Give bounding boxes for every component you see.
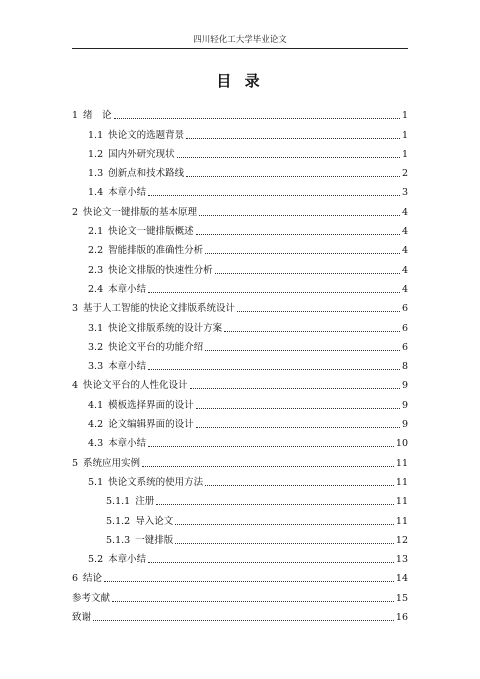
toc-entry[interactable] [72,142,408,161]
toc-entry[interactable] [72,470,408,489]
toc-leader-dots [175,543,394,544]
toc-entry[interactable] [72,180,408,199]
toc-entry-text: 快论文的选题背景 [108,129,185,141]
toc-leader-dots [224,331,400,332]
toc-page-number: 1 [401,148,408,160]
toc-leader-dots [112,601,394,602]
toc-entry-number: 3.3 [88,361,104,373]
toc-entry[interactable] [72,528,408,547]
toc-entry-number: 4.3 [88,438,104,450]
toc-entry-label [88,323,222,335]
toc-page-number: 10 [395,438,408,450]
toc-leader-dots [186,176,400,177]
toc-entry[interactable] [72,277,408,296]
toc-entry-label [72,573,102,585]
toc-entry[interactable] [72,547,408,566]
toc-entry-label [88,245,203,257]
toc-entry-label [72,612,91,624]
toc-entry-text: 本章小结 [108,438,147,450]
toc-entry-text: 创新点和技术路线 [108,168,185,180]
toc-entry-label [106,516,173,528]
toc-entry-number: 1.2 [88,148,104,160]
toc-page-number: 1 [401,110,408,122]
toc-entry-text: 论文编辑界面的设计 [108,419,194,431]
toc-entry-text: 导入论文 [135,515,174,527]
toc-entry-text: 本章小结 [108,283,147,295]
toc-entry-label [88,419,194,431]
toc-entry-number: 5.1.3 [106,534,131,546]
toc-entry-number: 3.2 [88,341,104,353]
toc-entry-text: 基于人工智能的快论文排版系统设计 [83,303,236,315]
toc-entry-text: 本章小结 [108,187,147,199]
toc-entry[interactable] [72,354,408,373]
toc-entry[interactable] [72,296,408,315]
toc-leader-dots [148,369,400,370]
toc-entry[interactable] [72,161,408,180]
toc-page-number: 4 [401,283,408,295]
toc-leader-dots [186,138,400,139]
toc-entry-label [72,380,188,392]
toc-entry-label [106,496,154,508]
toc-entry-number: 5.1.1 [106,496,131,508]
toc-page-number: 9 [401,419,408,431]
toc-entry-number: 3 [72,303,79,315]
toc-entry-text: 智能排版的准确性分析 [108,245,204,257]
toc-entry-text: 系统应用实例 [83,457,141,469]
toc-page-number: 4 [401,206,408,218]
toc-entry-text: 快论文排版的快速性分析 [108,264,213,276]
toc-entry-number: 4.2 [88,419,104,431]
toc-entry-label [88,284,146,296]
toc-page-number: 4 [401,245,408,257]
toc-page-number: 6 [401,322,408,334]
toc-page-number: 6 [401,341,408,353]
toc-entry[interactable] [72,103,408,122]
toc-leader-dots [237,311,400,312]
toc-entry[interactable] [72,238,408,257]
toc-entry-text: 绪 论 [83,110,112,122]
toc-page-number: 11 [395,496,408,508]
toc-leader-dots [215,273,400,274]
toc-entry-label [106,535,173,547]
toc-leader-dots [175,524,394,525]
toc-entry[interactable] [72,508,408,527]
toc-entry-label [88,361,146,373]
toc-entry-number: 5 [72,457,79,469]
toc-entry-label [72,110,112,122]
toc-page-number: 4 [401,226,408,238]
toc-entry[interactable] [72,431,408,450]
toc-entry-text: 快论文一键排版概述 [108,226,194,238]
toc-entry-number: 2 [72,206,79,218]
toc-entry-number: 1.3 [88,168,104,180]
toc-entry-text: 参考文献 [72,592,111,604]
toc-leader-dots [196,234,400,235]
toc-leader-dots [199,215,400,216]
toc-entry-text: 快论文一键排版的基本原理 [83,206,198,218]
page-header: 四川轻化工大学毕业论文 [193,35,287,45]
toc-entry-label [72,593,110,605]
toc-entry-number: 1.4 [88,187,104,199]
header-divider [72,48,408,49]
toc-entry[interactable] [72,373,408,392]
toc-page-number: 15 [395,592,408,604]
toc-entry-text: 致谢 [72,612,92,624]
toc-entry-text: 结论 [83,573,103,585]
toc-leader-dots [148,562,394,563]
toc-page-number: 16 [395,612,408,624]
toc-entry-text: 快论文平台的人性化设计 [83,380,188,392]
toc-entry-number: 2.2 [88,245,104,257]
toc-leader-dots [205,485,394,486]
toc-entry-number: 1.1 [88,129,104,141]
toc-entry-text: 快论文平台的功能介绍 [108,341,204,353]
toc-entry-number: 5.1 [88,476,104,488]
toc-entry-number: 2.3 [88,264,104,276]
toc-page-number: 8 [401,361,408,373]
toc-leader-dots [177,157,400,158]
toc-entry-number: 1 [72,110,79,122]
toc-entry-number: 3.1 [88,322,104,334]
toc-entry-label [88,226,194,238]
toc-entry-label [88,342,203,354]
toc-page-number: 4 [401,264,408,276]
toc-page-number: 11 [395,515,408,527]
toc-entry-label [88,477,203,489]
toc-entry[interactable] [72,122,408,141]
toc-entry-number: 2.4 [88,283,104,295]
toc-entry[interactable] [72,392,408,411]
toc-page-number: 11 [395,457,408,469]
toc-entry-label [88,265,213,277]
toc-leader-dots [196,427,400,428]
toc-entry-text: 注册 [135,496,155,508]
toc-entry[interactable] [72,199,408,218]
toc-entry-number: 6 [72,573,79,585]
toc-entry-number: 5.2 [88,554,104,566]
toc-entry-text: 国内外研究现状 [108,148,175,160]
toc-leader-dots [156,504,394,505]
toc-entry-number: 4.1 [88,399,104,411]
toc-entry-number: 5.1.2 [106,515,131,527]
toc-entry-label [88,130,184,142]
toc-entry[interactable] [72,335,408,354]
toc-entry[interactable] [72,585,408,604]
toc-page-number: 1 [401,129,408,141]
toc-page-number: 11 [395,476,408,488]
toc-entry-text: 快论文排版系统的设计方案 [108,322,223,334]
toc-leader-dots [114,118,400,119]
toc-page-number: 14 [395,573,408,585]
toc-entry-label [72,207,197,219]
toc-entry-text: 模板选择界面的设计 [108,399,194,411]
toc-page-number: 13 [395,554,408,566]
toc-entry-number: 2.1 [88,226,104,238]
toc-leader-dots [142,466,394,467]
toc-entry-label [88,554,146,566]
toc-entry-text: 一键排版 [135,534,174,546]
toc-leader-dots [190,388,400,389]
toc-entry-label [88,400,194,412]
toc-entry[interactable] [72,219,408,238]
toc-leader-dots [205,253,400,254]
toc-entry[interactable] [72,566,408,585]
toc-entry[interactable] [72,257,408,276]
toc-page-number: 2 [401,168,408,180]
toc-leader-dots [205,350,400,351]
toc-leader-dots [148,446,394,447]
page-title: 目 录 [216,72,264,90]
toc-page-number: 6 [401,303,408,315]
toc-entry-text: 本章小结 [108,361,147,373]
toc-entry-label [72,458,140,470]
toc-entry-label [88,168,184,180]
table-of-contents [72,103,408,624]
toc-leader-dots [93,620,394,621]
toc-page-number: 12 [395,534,408,546]
toc-leader-dots [196,408,400,409]
toc-entry[interactable] [72,450,408,469]
toc-leader-dots [104,581,394,582]
toc-page-number: 9 [401,380,408,392]
toc-page-number: 3 [401,187,408,199]
toc-entry-label [88,149,175,161]
toc-page-number: 9 [401,399,408,411]
toc-entry-label [88,438,146,450]
toc-entry-text: 快论文系统的使用方法 [108,476,204,488]
toc-entry[interactable] [72,412,408,431]
toc-leader-dots [148,292,400,293]
toc-entry-text: 本章小结 [108,554,147,566]
toc-entry-label [72,303,235,315]
toc-entry-label [88,187,146,199]
toc-entry[interactable] [72,315,408,334]
toc-entry[interactable] [72,605,408,624]
toc-entry-number: 4 [72,380,79,392]
toc-entry[interactable] [72,489,408,508]
toc-leader-dots [148,195,400,196]
